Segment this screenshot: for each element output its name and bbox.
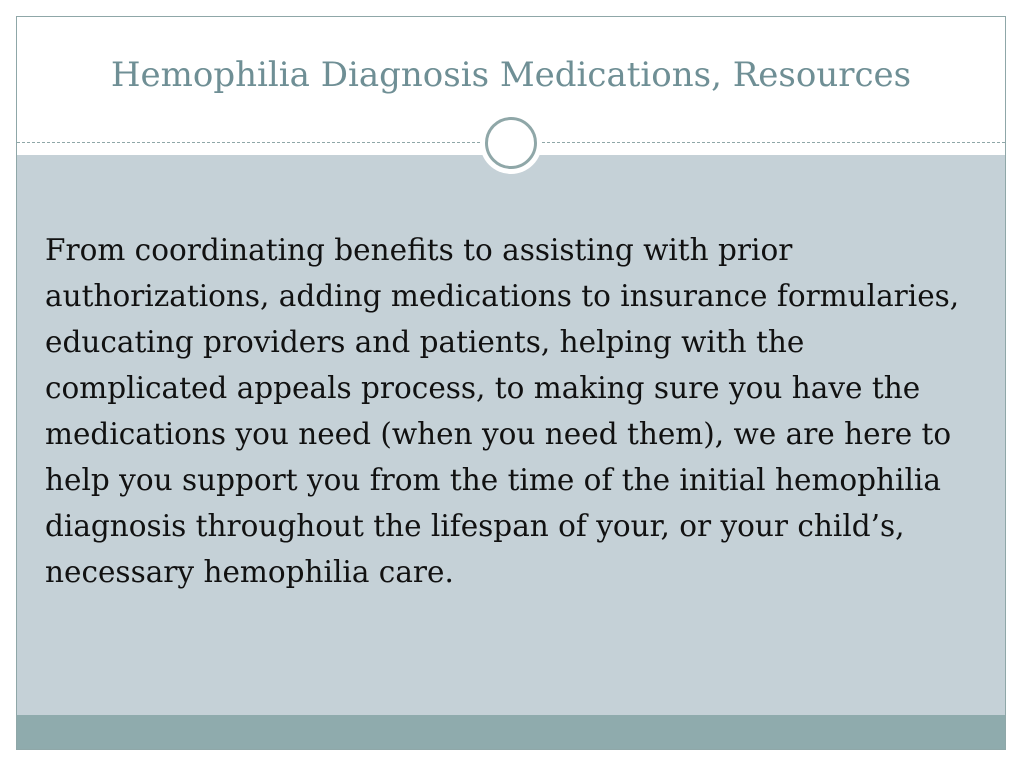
ring-icon <box>485 117 537 169</box>
footer-bar <box>17 715 1005 749</box>
circle-ornament-icon <box>480 112 542 174</box>
slide-title: Hemophilia Diagnosis Medications, Resources <box>110 55 912 95</box>
slide <box>16 16 1006 750</box>
body-paragraph: From coordinating benefits to assisting with prior authorizations, adding medications to insurance formularies, educating providers and patients, helping with the complicated appeals process, to making sure you have the medications you need (when you need them), we are here to help you support you from the time of the initial hemophilia diagnosis throughout the lifespan of your, or your child’s, necessary hemophilia care. <box>45 233 960 589</box>
content-panel <box>17 155 1005 715</box>
